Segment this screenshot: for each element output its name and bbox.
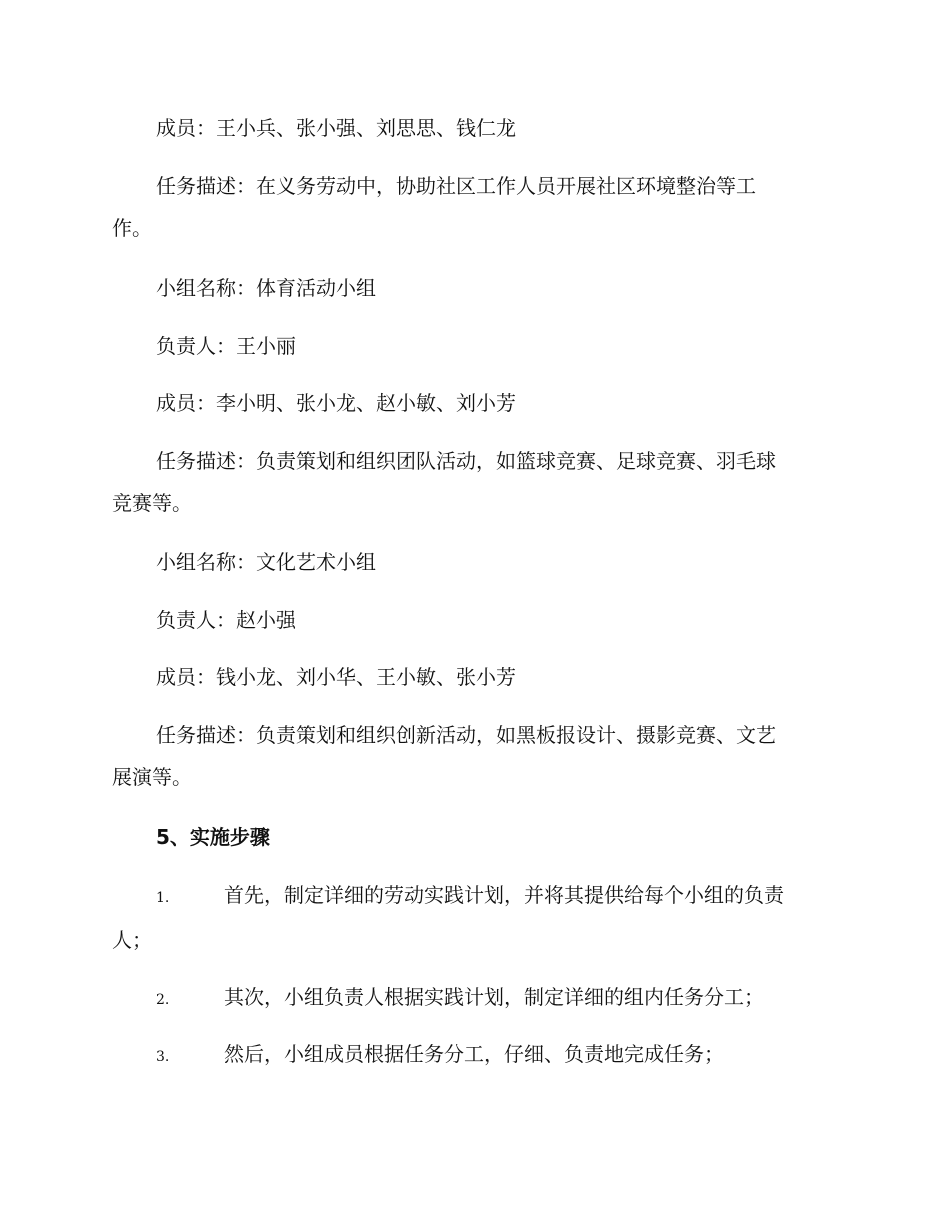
step-1	[112, 873, 832, 962]
step-1-number: 1.	[156, 890, 170, 906]
step-3-number: 3.	[156, 1049, 170, 1065]
step-1-text-line-1: 首先，制定详细的劳动实践计划，并将其提供给每个小组的负责	[224, 883, 784, 907]
section-heading-implementation-steps: 5、实施步骤	[156, 825, 270, 849]
group-name-sports-text: 小组名称：体育活动小组	[156, 276, 376, 300]
step-3-text: 然后，小组成员根据任务分工，仔细、负责地完成任务；	[224, 1042, 724, 1066]
leader-sports	[112, 324, 832, 368]
task-description-1	[112, 164, 832, 250]
task-description-sports-line-1: 任务描述：负责策划和组织团队活动，如篮球竞赛、足球竞赛、羽毛球	[156, 449, 776, 473]
group-name-arts	[112, 540, 832, 584]
leader-sports-text: 负责人：王小丽	[156, 334, 296, 358]
step-2-number: 2.	[156, 992, 170, 1008]
step-1-text-line-2: 人；	[112, 928, 152, 952]
task-description-arts	[112, 713, 832, 799]
members-paragraph-1	[112, 106, 832, 150]
step-3	[112, 1032, 832, 1079]
group-name-sports	[112, 266, 832, 310]
leader-arts	[112, 598, 832, 642]
members-sports	[112, 381, 832, 425]
task-description-arts-line-1: 任务描述：负责策划和组织创新活动，如黑板报设计、摄影竞赛、文艺	[156, 723, 776, 747]
step-2-text: 其次，小组负责人根据实践计划，制定详细的组内任务分工；	[224, 985, 764, 1009]
step-2	[112, 975, 832, 1022]
members-arts	[112, 655, 832, 699]
task-description-1-line-1: 任务描述：在义务劳动中，协助社区工作人员开展社区环境整治等工	[156, 174, 756, 198]
task-description-1-line-2: 作。	[112, 216, 152, 240]
members-text-1: 成员：王小兵、张小强、刘思思、钱仁龙	[156, 116, 516, 140]
members-arts-text: 成员：钱小龙、刘小华、王小敏、张小芳	[156, 665, 516, 689]
task-description-arts-line-2: 展演等。	[112, 765, 192, 789]
leader-arts-text: 负责人：赵小强	[156, 608, 296, 632]
task-description-sports-line-2: 竞赛等。	[112, 491, 192, 515]
members-sports-text: 成员：李小明、张小龙、赵小敏、刘小芳	[156, 391, 516, 415]
group-name-arts-text: 小组名称：文化艺术小组	[156, 550, 376, 574]
task-description-sports	[112, 439, 832, 525]
